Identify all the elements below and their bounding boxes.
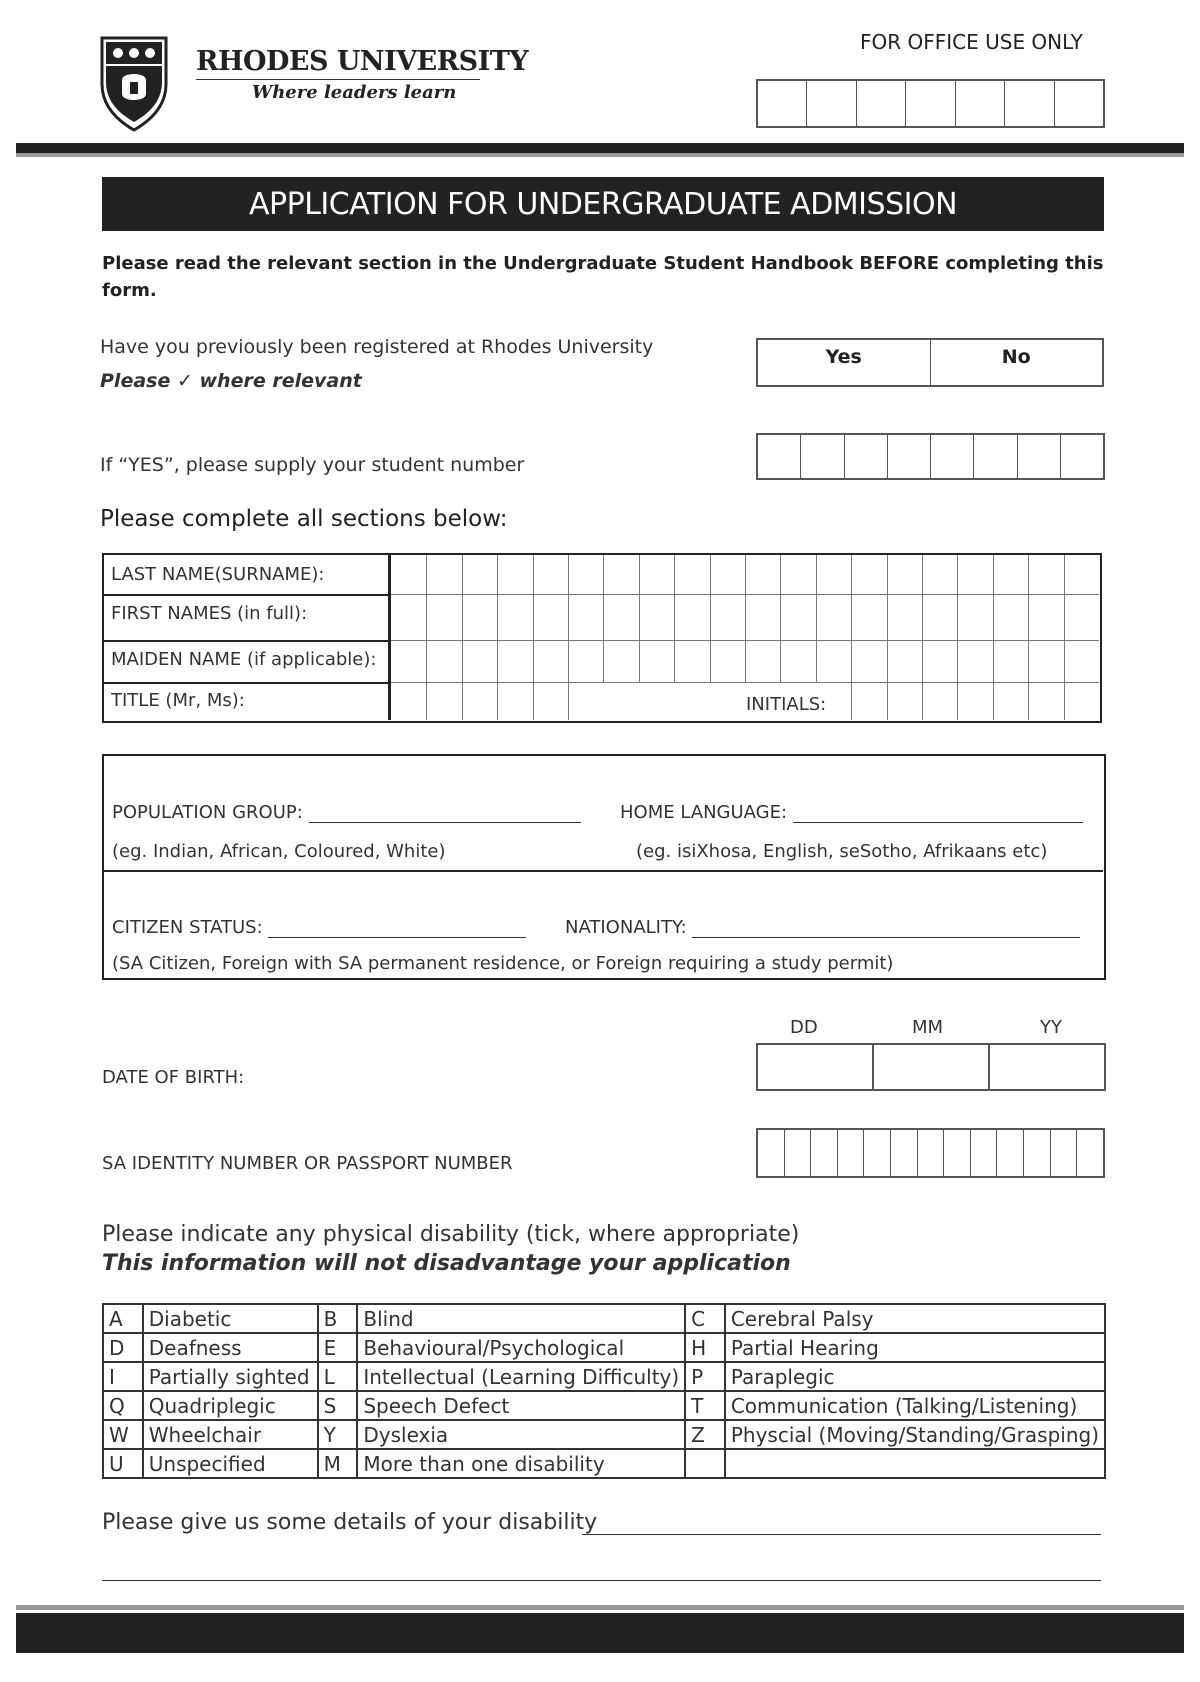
- mm-label: MM: [912, 1017, 944, 1038]
- disability-label: Unspecified: [143, 1449, 318, 1478]
- citizen-status-hint: (SA Citizen, Foreign with SA permanent residence, or Foreign requiring a study permit): [112, 953, 894, 974]
- disability-label: Behavioural/Psychological: [357, 1333, 685, 1362]
- yes-label: Yes: [825, 346, 862, 368]
- disability-code[interactable]: L: [318, 1362, 358, 1391]
- population-group-hint: (eg. Indian, African, Coloured, White): [112, 841, 446, 862]
- disability-prompt: Please indicate any physical disability (tick, where appropriate): [102, 1222, 800, 1247]
- maiden-name-label: MAIDEN NAME (if applicable):: [111, 649, 377, 670]
- disability-label: [725, 1449, 1105, 1478]
- population-group-label: POPULATION GROUP:: [112, 802, 581, 823]
- disability-label: Blind: [357, 1304, 685, 1333]
- disability-code[interactable]: U: [103, 1449, 143, 1478]
- disability-label: Paraplegic: [725, 1362, 1105, 1391]
- first-names-label: FIRST NAMES (in full):: [111, 603, 308, 624]
- nationality-label: NATIONALITY:: [565, 917, 1080, 938]
- office-use-boxes[interactable]: [756, 79, 1105, 128]
- name-fields-table: [102, 553, 1102, 723]
- disability-code[interactable]: W: [103, 1420, 143, 1449]
- disability-label: Diabetic: [143, 1304, 318, 1333]
- id-number-label: SA IDENTITY NUMBER OR PASSPORT NUMBER: [102, 1153, 513, 1174]
- char-cell-divider: [1028, 555, 1029, 720]
- date-of-birth-label: DATE OF BIRTH:: [102, 1067, 245, 1088]
- home-language-hint: (eg. isiXhosa, English, seSotho, Afrikaans etc): [636, 841, 1048, 862]
- disability-code[interactable]: M: [318, 1449, 358, 1478]
- no-option[interactable]: [931, 340, 1103, 385]
- disability-label: Quadriplegic: [143, 1391, 318, 1420]
- form-title-bar: [102, 177, 1104, 231]
- disability-label: Communication (Talking/Listening): [725, 1391, 1105, 1420]
- form-title: APPLICATION FOR UNDERGRADUATE ADMISSION: [248, 186, 958, 222]
- yes-no-box: [756, 338, 1104, 387]
- student-number-boxes[interactable]: [756, 433, 1105, 480]
- university-crest-logo: [100, 36, 168, 132]
- disability-details-line-2[interactable]: [102, 1580, 1101, 1581]
- intro-note: Please read the relevant section in the Undergraduate Student Handbook BEFORE completing this form.: [102, 253, 1104, 301]
- disability-label: Dyslexia: [357, 1420, 685, 1449]
- nationality-field[interactable]: [692, 919, 1080, 938]
- disability-label: Partially sighted: [143, 1362, 318, 1391]
- disability-code[interactable]: C: [685, 1304, 725, 1333]
- home-language-field[interactable]: [793, 804, 1083, 823]
- disability-note: This information will not disadvantage your application: [102, 1251, 791, 1276]
- disability-code[interactable]: Y: [318, 1420, 358, 1449]
- title-label: TITLE (Mr, Ms):: [111, 690, 245, 711]
- id-number-boxes[interactable]: [756, 1128, 1105, 1178]
- char-cell-divider: [993, 555, 994, 720]
- disability-code[interactable]: D: [103, 1333, 143, 1362]
- disability-code[interactable]: Z: [685, 1420, 725, 1449]
- disability-label: Partial Hearing: [725, 1333, 1105, 1362]
- disability-row: [103, 1362, 1105, 1391]
- footer-bar: [16, 1613, 1184, 1653]
- disability-details-line-1[interactable]: [582, 1534, 1101, 1535]
- char-cell-divider: [887, 555, 888, 720]
- disability-code[interactable]: I: [103, 1362, 143, 1391]
- sections-heading: Please complete all sections below:: [100, 506, 508, 532]
- previous-registration-question: Have you previously been registered at Rhodes University: [100, 336, 654, 358]
- demographics-box: [102, 754, 1106, 980]
- title-boxes[interactable]: [391, 682, 571, 720]
- yy-label: YY: [1040, 1017, 1062, 1038]
- population-group-field[interactable]: [309, 804, 581, 823]
- dd-label: DD: [790, 1017, 818, 1038]
- char-cell-divider: [922, 555, 923, 720]
- disability-label: Intellectual (Learning Difficulty): [357, 1362, 685, 1391]
- no-label: No: [1001, 346, 1031, 368]
- home-language-label: HOME LANGUAGE:: [620, 802, 1083, 823]
- char-cell-divider: [851, 555, 852, 720]
- disability-code[interactable]: E: [318, 1333, 358, 1362]
- university-tagline: Where leaders learn: [252, 82, 457, 103]
- disability-row: [103, 1449, 1105, 1478]
- disability-table: [102, 1303, 1106, 1479]
- char-cell-divider: [462, 555, 463, 720]
- disability-row: [103, 1420, 1105, 1449]
- initials-label: INITIALS:: [746, 694, 827, 715]
- char-cell-divider: [497, 555, 498, 720]
- char-cell-divider: [426, 555, 427, 720]
- university-name: RHODES UNIVERSITY: [196, 46, 529, 77]
- disability-code[interactable]: [685, 1449, 725, 1478]
- char-cell-divider: [533, 555, 534, 720]
- footer-rule-light: [16, 1605, 1184, 1610]
- disability-code[interactable]: B: [318, 1304, 358, 1333]
- char-cell-divider: [957, 555, 958, 720]
- disability-row: [103, 1391, 1105, 1420]
- disability-code[interactable]: A: [103, 1304, 143, 1333]
- tick-instruction: Please ✓ where relevant: [100, 370, 362, 392]
- disability-label: More than one disability: [357, 1449, 685, 1478]
- yes-option[interactable]: [758, 340, 931, 385]
- disability-code[interactable]: P: [685, 1362, 725, 1391]
- disability-row: [103, 1304, 1105, 1333]
- university-name-underline: [196, 79, 480, 80]
- disability-label: Speech Defect: [357, 1391, 685, 1420]
- char-cell-divider: [1064, 555, 1065, 720]
- header-rule-dark: [16, 143, 1184, 153]
- char-cell-divider: [568, 555, 569, 720]
- disability-label: Deafness: [143, 1333, 318, 1362]
- disability-details-prompt: Please give us some details of your disability: [102, 1510, 598, 1535]
- disability-row: [103, 1333, 1105, 1362]
- date-of-birth-boxes[interactable]: [756, 1043, 1106, 1091]
- citizen-status-field[interactable]: [268, 919, 526, 938]
- disability-code[interactable]: H: [685, 1333, 725, 1362]
- header-rule-light: [16, 153, 1184, 157]
- last-name-label: LAST NAME(SURNAME):: [111, 564, 325, 585]
- disability-code[interactable]: S: [318, 1391, 358, 1420]
- office-use-label: FOR OFFICE USE ONLY: [860, 30, 1083, 54]
- disability-code[interactable]: Q: [103, 1391, 143, 1420]
- disability-label: Cerebral Palsy: [725, 1304, 1105, 1333]
- student-number-prompt: If “YES”, please supply your student number: [100, 454, 525, 476]
- disability-label: Physcial (Moving/Standing/Grasping): [725, 1420, 1105, 1449]
- citizen-status-label: CITIZEN STATUS:: [112, 917, 526, 938]
- disability-code[interactable]: T: [685, 1391, 725, 1420]
- disability-label: Wheelchair: [143, 1420, 318, 1449]
